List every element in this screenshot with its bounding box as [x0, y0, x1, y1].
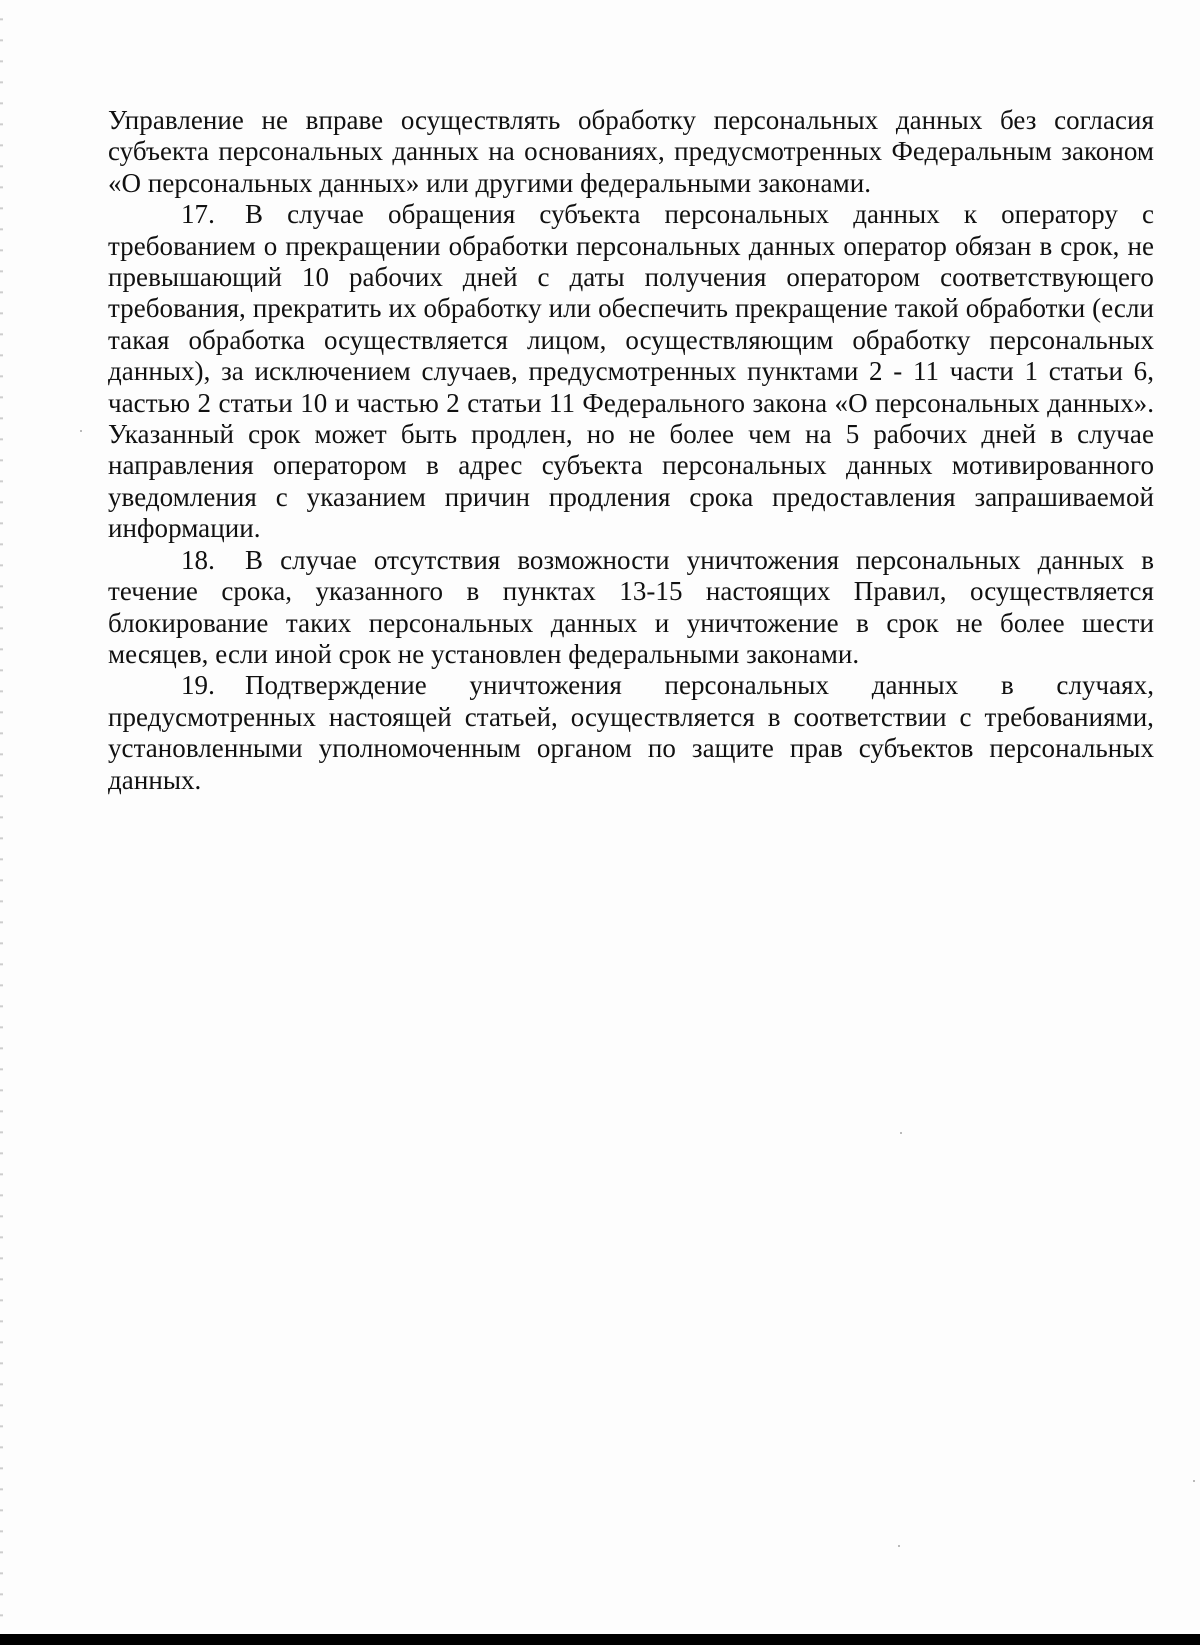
scan-speck	[1193, 1480, 1195, 1482]
paragraph-19	[108, 670, 1154, 796]
paragraph-text: В случае отсутствия возможности уничтожения персональных данных в течение срока, указанного в пунктах 13-15 настоящих Правил, осуществляется блокирование таких персональных данных и уничтожение в срок не более шести месяцев, если иной срок не установлен федеральными законами.	[108, 544, 1154, 669]
paragraph-number: 19.	[181, 670, 215, 701]
document-body	[108, 105, 1154, 796]
scan-speck	[80, 430, 82, 432]
paragraph-18	[108, 545, 1154, 671]
paragraph-continuation	[108, 105, 1154, 199]
paragraph-17	[108, 199, 1154, 544]
scan-speck	[898, 1545, 900, 1547]
paragraph-text: Управление не вправе осуществлять обработку персональных данных без согласия субъекта персональных данных на основаниях, предусмотренных Федеральным законом «О персональных данных» или другими федеральными законами.	[108, 105, 1154, 198]
paragraph-number: 18.	[181, 544, 215, 575]
scan-bottom-border	[0, 1634, 1200, 1645]
paragraph-text: В случае обращения субъекта персональных данных к оператору с требованием о прекращении обработки персональных данных оператор обязан в срок, не превышающий 10 рабочих дней с даты получения оператором соответствующего требования, прекратить их обработку или обеспечить прекращение такой обработки (если такая обработка осуществляется лицом, осуществляющим обработку персональных данных), за исключением случаев, предусмотренных пунктами 2 - 11 части 1 статьи 6, частью 2 статьи 10 и частью 2 статьи 11 Федерального закона «О персональных данных». Указанный срок может быть продлен, но не более чем на 5 рабочих дней в случае направления оператором в адрес субъекта персональных данных мотивированного уведомления с указанием причин продления срока предоставления запрашиваемой информации.	[108, 199, 1154, 544]
scan-edge-artifact	[0, 0, 3, 1645]
paragraph-text: Подтверждение уничтожения персональных данных в случаях, предусмотренных настоящей статьей, осуществляется в соответствии с требованиями, установленными уполномоченным органом по защите прав субъектов персональных данных.	[108, 670, 1154, 795]
scan-speck	[900, 1132, 902, 1134]
paragraph-number: 17.	[181, 199, 215, 230]
